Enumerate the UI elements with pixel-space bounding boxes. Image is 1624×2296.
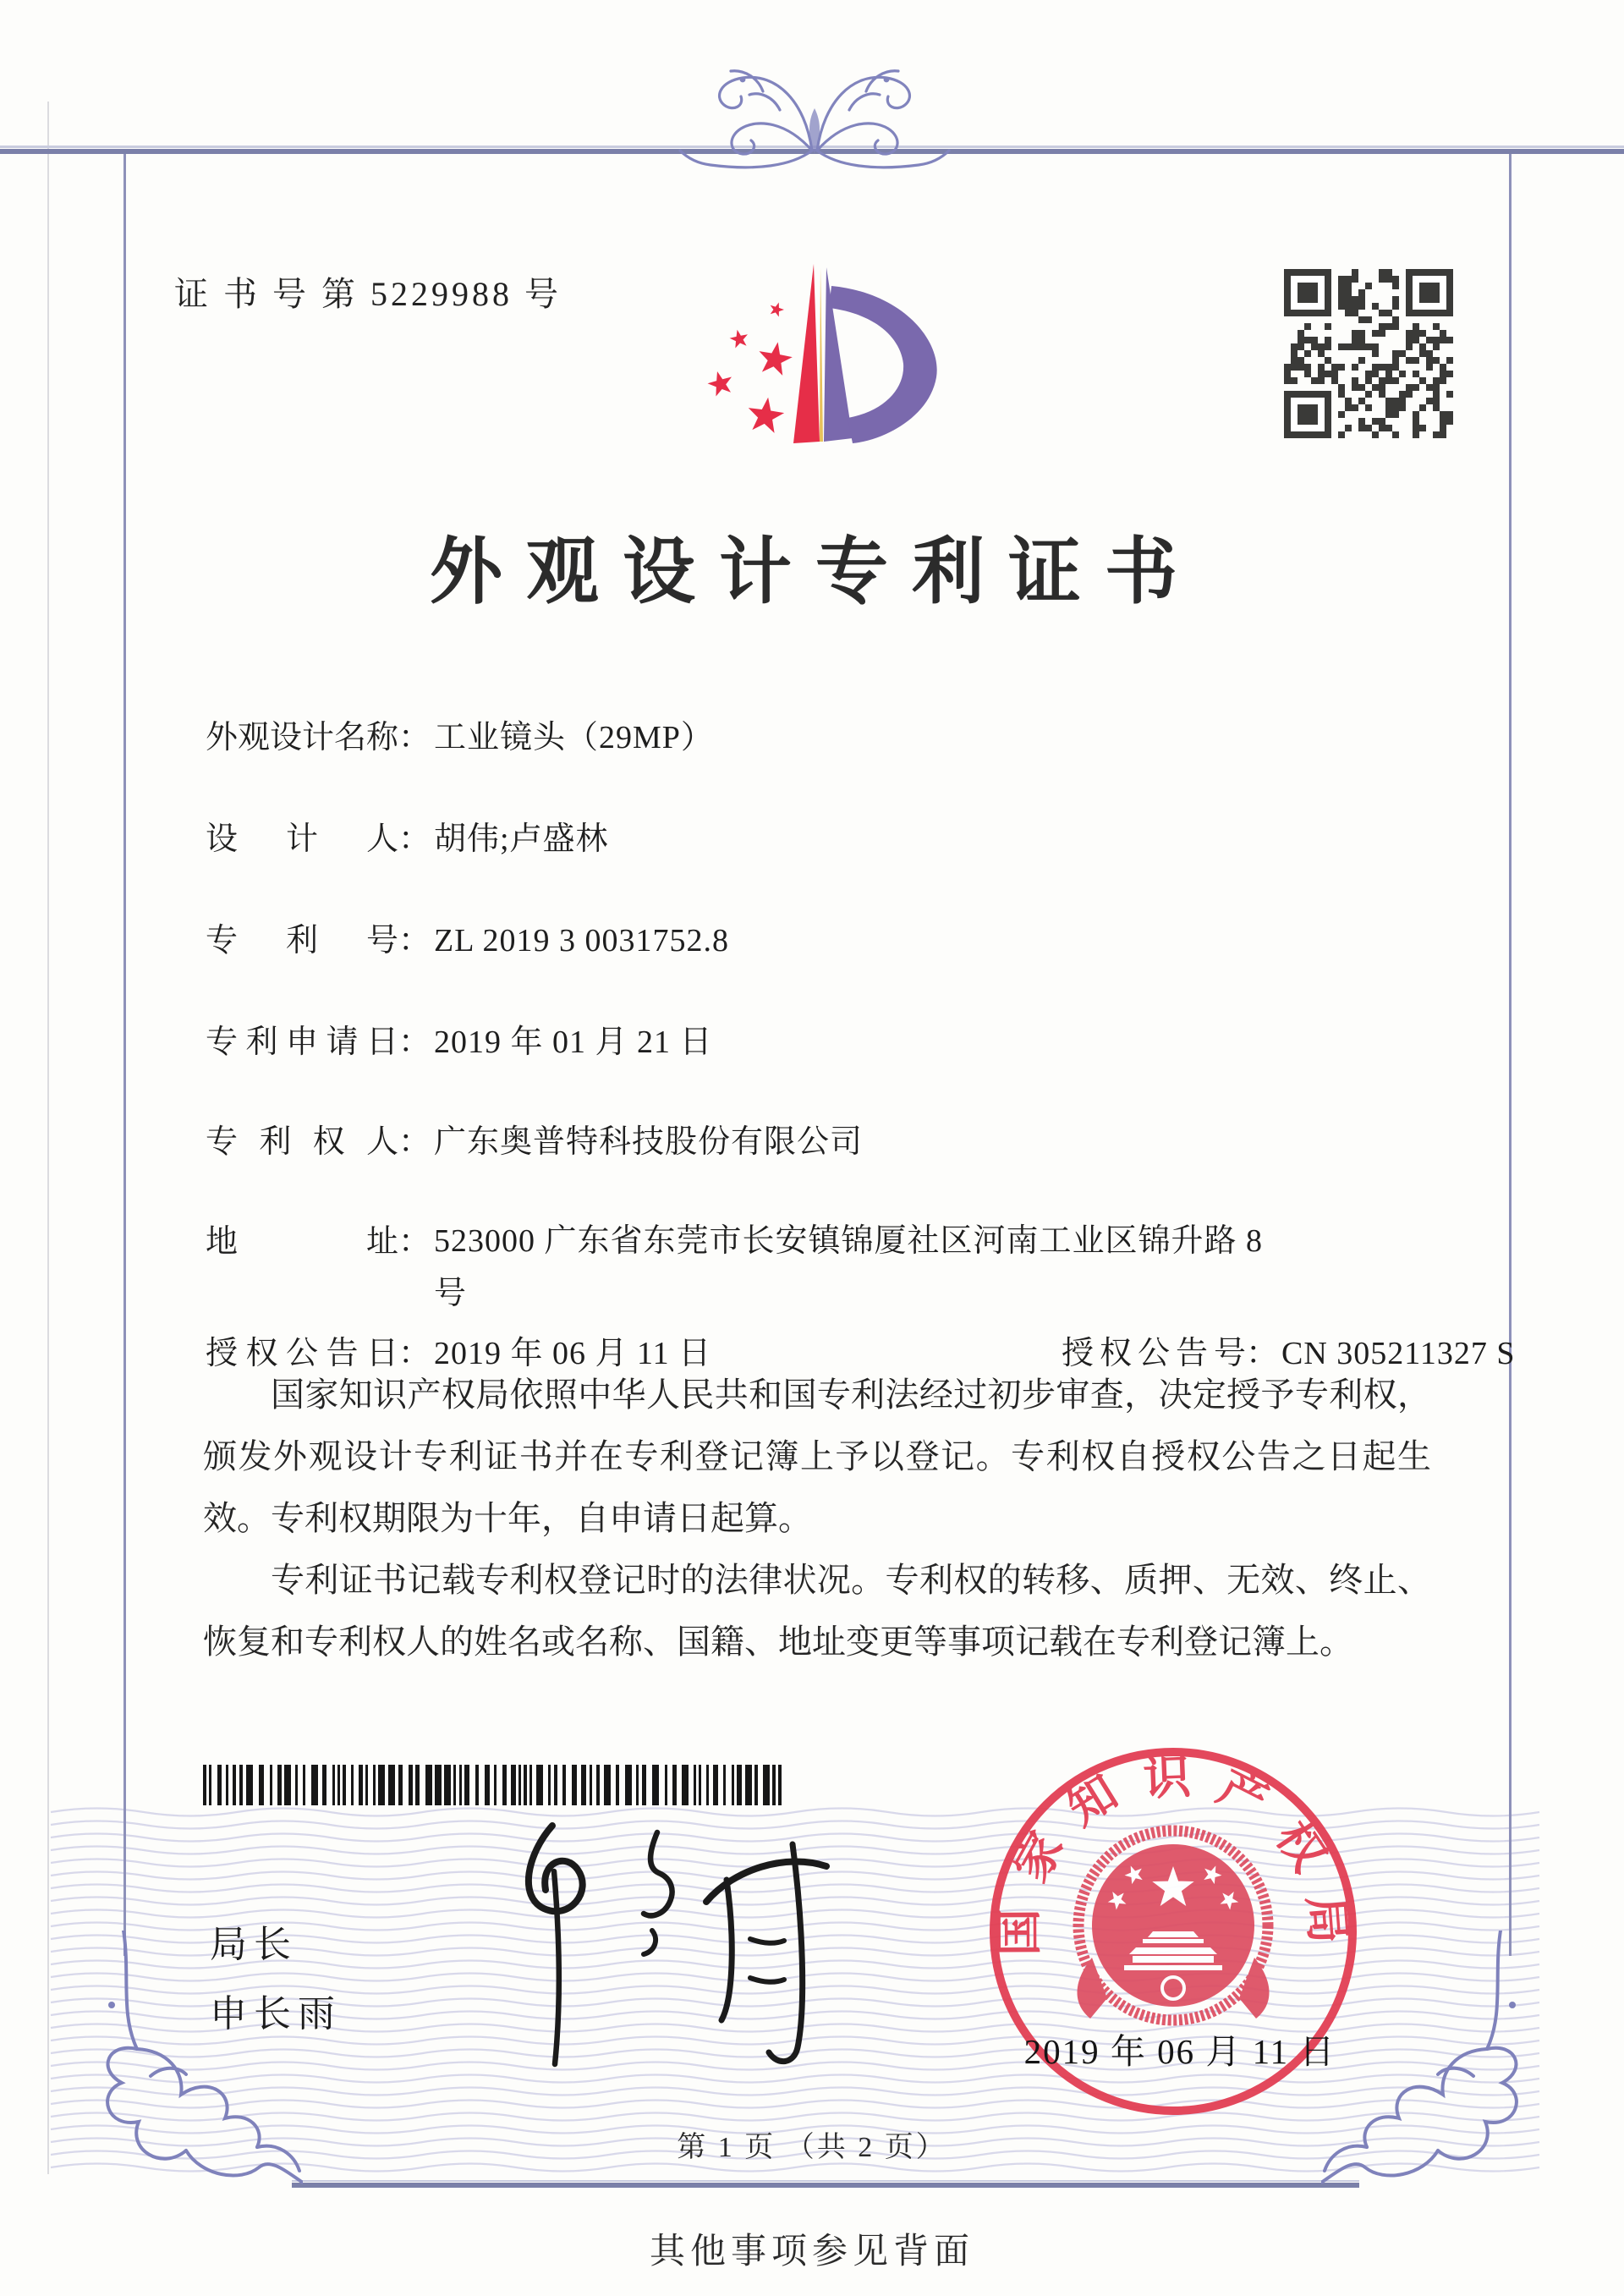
field-label: 地址 — [206, 1224, 398, 1260]
field-address: 地址： 523000 广东省东莞市长安镇锦厦社区河南工业区锦升路 8 号 — [206, 1215, 1263, 1320]
bottom-border-line-light — [292, 2180, 1359, 2182]
field-design-name: 外观设计名称： 工业镜头（29MP） — [206, 711, 714, 757]
director-signature — [427, 1819, 850, 2081]
field-value: CN 305211327 S — [1281, 1336, 1516, 1371]
cnipa-logo — [687, 252, 941, 472]
field-label: 外观设计名称 — [206, 720, 399, 755]
top-dragon-ornament — [675, 41, 954, 206]
legal-paragraph-1: 国家知识产权局依照中华人民共和国专利法经过初步审查，决定授予专利权，颁发外观设计专利证书并在专利登记簿上予以登记。专利权自授权公告之日起生效。专利权期限为十年，自申请日起算。 — [203, 1376, 1431, 1537]
page-edge-shadow — [47, 102, 49, 2174]
field-label: 设计人 — [206, 821, 398, 857]
director-title: 局长 — [210, 1924, 298, 1965]
field-value: ZL 2019 3 0031752.8 — [434, 923, 730, 958]
seal-ring-text: 国家知识产权局 — [993, 1751, 1354, 1957]
field-value: 2019 年 01 月 21 日 — [434, 1024, 713, 1060]
logo-stars — [705, 300, 795, 434]
right-border-line — [1509, 154, 1512, 1956]
certificate-number: 证 书 号 第 5229988 号 — [174, 275, 562, 313]
field-value: 523000 广东省东莞市长安镇锦厦社区河南工业区锦升路 8 号 — [434, 1223, 1264, 1311]
logo-red-spire — [793, 264, 820, 443]
left-border-line — [123, 154, 126, 1956]
field-grant-row: 授权公告日： 2019 年 06 月 11 日 授权公告号： CN 305211327 S — [206, 1327, 711, 1373]
field-filing-date: 专利申请日： 2019 年 01 月 21 日 — [206, 1015, 713, 1062]
field-patent-number: 专利号： ZL 2019 3 0031752.8 — [206, 914, 729, 960]
field-label: 专利权人 — [206, 1124, 398, 1160]
certificate-title: 外观设计专利证书 — [430, 531, 1201, 612]
bottom-border-line — [292, 2183, 1359, 2188]
legal-text — [203, 1364, 1431, 1673]
field-designer: 设计人： 胡伟;卢盛林 — [206, 812, 609, 859]
seal-date: 2019 年 06 月 11 日 — [1023, 2032, 1336, 2071]
field-label: 专利申请日 — [206, 1024, 398, 1060]
field-label: 专利号 — [206, 923, 398, 958]
page-number: 第 1 页 （共 2 页） — [677, 2132, 947, 2163]
field-value: 胡伟;卢盛林 — [434, 821, 609, 857]
barcode — [203, 1765, 787, 1805]
field-value: 广东奥普特科技股份有限公司 — [434, 1124, 864, 1160]
field-label: 授权公告号 — [1062, 1336, 1246, 1371]
legal-paragraph-2: 专利证书记载专利权登记时的法律状况。专利权的转移、质押、无效、终止、恢复和专利权人的姓名或名称、国籍、地址变更等事项记载在专利登记簿上。 — [203, 1561, 1431, 1661]
qr-code — [1284, 269, 1453, 438]
back-side-note: 其他事项参见背面 — [649, 2233, 974, 2271]
field-value: 工业镜头（29MP） — [434, 720, 714, 755]
seal-national-emblem — [1078, 1831, 1270, 2020]
field-grant-number: 授权公告号： CN 305211327 S — [1062, 1327, 1516, 1373]
field-value: 2019 年 06 月 11 日 — [434, 1336, 712, 1371]
logo-gold-line — [820, 267, 823, 442]
field-label: 授权公告日 — [206, 1336, 398, 1371]
field-patentee: 专利权人： 广东奥普特科技股份有限公司 — [206, 1115, 863, 1162]
director-name: 申长雨 — [210, 1993, 342, 2035]
